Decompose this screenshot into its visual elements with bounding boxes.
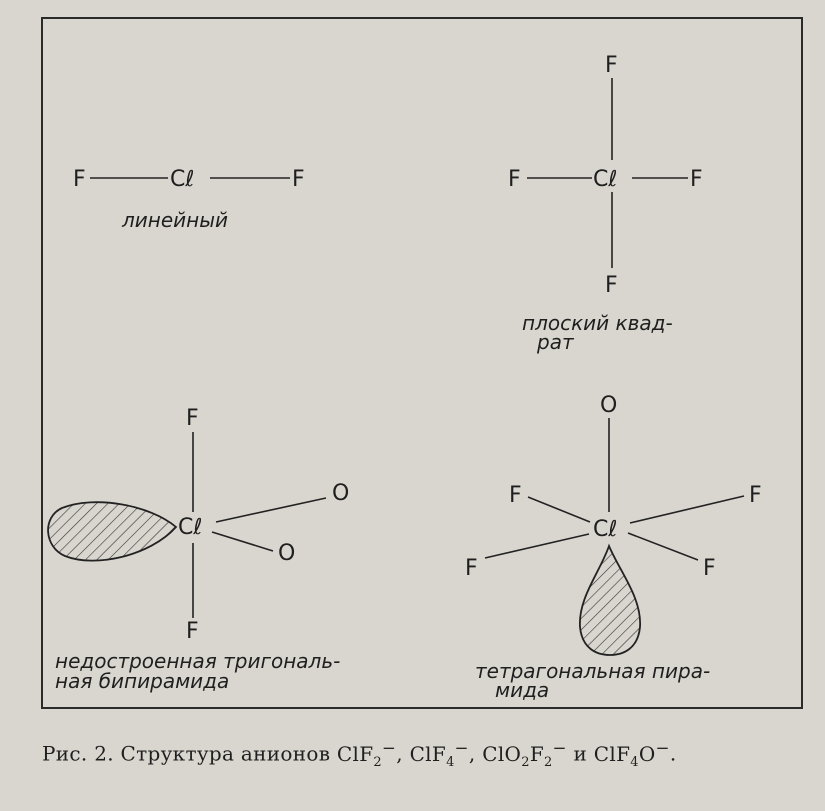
- label-trigonal-bipyramid-1: недостроенная тригональ-: [55, 649, 341, 673]
- square-pyramid-structure: [465, 393, 762, 702]
- label-square-pyramid-2: мида: [495, 678, 550, 702]
- atom-f-left: F: [73, 167, 86, 192]
- label-square-planar-2: рат: [537, 330, 574, 354]
- label-linear: линейный: [122, 208, 229, 232]
- atom-f-bottom: F: [605, 273, 618, 298]
- atom-o-upper: O: [332, 481, 350, 506]
- atom-f-lower-left: F: [465, 556, 478, 581]
- atom-f-upper-left: F: [509, 483, 522, 508]
- formula-clf4o: ClF$_4$O−: [593, 738, 670, 770]
- bond-lower-right: [628, 533, 698, 560]
- linear-structure: [73, 167, 305, 232]
- formula-clo2f2: $ClO_2F_2^-$: [482, 738, 567, 770]
- atom-f-right: F: [690, 167, 703, 192]
- atom-f-top: F: [605, 53, 618, 78]
- atom-cl-center: Cℓ: [178, 515, 203, 540]
- lone-pair-lobe: [580, 546, 640, 655]
- figure-frame: [42, 18, 802, 708]
- atom-cl-center: Cℓ: [593, 517, 618, 542]
- bond-upper-left: [528, 497, 590, 522]
- trigonal-bipyramid-structure: [48, 406, 349, 693]
- atom-f-lower-right: F: [703, 556, 716, 581]
- formula-clf2: ClF$_2$−: [336, 738, 397, 770]
- atom-f-bottom: F: [186, 619, 199, 644]
- atom-cl-center: Cℓ: [593, 167, 618, 192]
- bond-upper-right: [630, 496, 744, 523]
- formula-clf4: ClF$_4$−: [409, 738, 469, 770]
- bond-o-lower: [212, 532, 273, 551]
- atom-f-left: F: [508, 167, 521, 192]
- figure-caption: Рис. 2. Структура анионов ClF$_2$−, ClF$_4$−, $ClO_2F_2^-$ и ClF$_4$O−.: [42, 738, 677, 770]
- atom-f-right: F: [292, 167, 305, 192]
- bond-o-upper: [216, 498, 326, 522]
- label-square-pyramid-1: тетрагональная пира-: [475, 659, 711, 683]
- atom-f-top: F: [186, 406, 199, 431]
- caption-prefix: Рис. 2. Структура анионов: [42, 741, 337, 766]
- atom-o-top: O: [600, 393, 618, 418]
- lone-pair-lobe: [48, 502, 176, 560]
- atom-f-upper-right: F: [749, 483, 762, 508]
- atom-o-lower: O: [278, 541, 296, 566]
- label-square-planar-1: плоский квад-: [522, 311, 673, 335]
- label-trigonal-bipyramid-2: ная бипирамида: [55, 669, 230, 693]
- bond-lower-left: [485, 534, 589, 558]
- atom-cl-center: Cℓ: [170, 167, 195, 192]
- square-planar-structure: [508, 53, 703, 354]
